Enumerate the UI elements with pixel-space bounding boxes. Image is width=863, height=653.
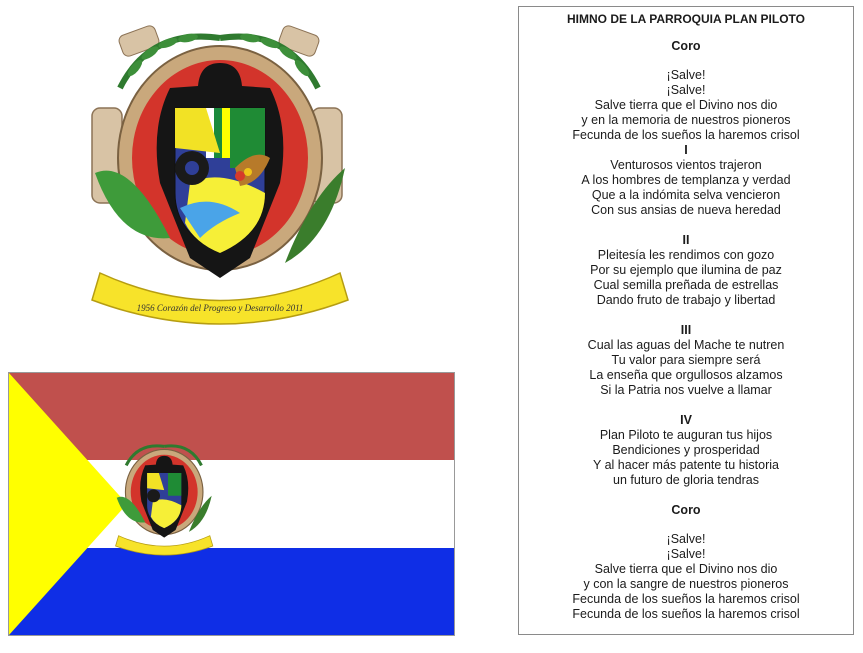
stanza-3 (519, 338, 853, 398)
stanza-4 (519, 428, 853, 488)
verse-line: Pleitesía les rendimos con gozo (597, 248, 775, 262)
parish-coat-of-arms (80, 8, 370, 328)
chorus-2 (519, 532, 853, 622)
verse-line: ¡Salve! (666, 532, 706, 546)
verse-line: ¡Salve! (666, 83, 706, 97)
parish-flag (8, 372, 455, 636)
verse-line: Por su ejemplo que ilumina de paz (590, 263, 782, 277)
verse-line: La enseña que orgullosos alzamos (589, 368, 783, 382)
stanza-1 (519, 158, 853, 218)
verse-line: A los hombres de templanza y verdad (581, 173, 791, 187)
stanza-label: III (680, 323, 692, 337)
verse-line: y con la sangre de nuestros pioneros (583, 577, 789, 591)
stanza-label: IV (680, 413, 692, 427)
crest-ribbon-text: 1956 Corazón del Progreso y Desarrollo 2011 (136, 303, 304, 313)
chorus-label: Coro (671, 503, 701, 517)
verse-line: un futuro de gloria tendras (613, 473, 759, 487)
chorus-label: Coro (671, 39, 701, 53)
coat-of-arms-emblem (80, 8, 370, 328)
hymn-title: HIMNO DE LA PARROQUIA PLAN PILOTO (566, 12, 805, 26)
verse-line: Venturosos vientos trajeron (610, 158, 762, 172)
verse-line: Fecunda de los sueños la haremos crisol (572, 592, 800, 606)
verse-line: ¡Salve! (666, 547, 706, 561)
flag-stripe-blue (9, 548, 454, 635)
stanza-label: II (682, 233, 690, 247)
verse-line: Salve tierra que el Divino nos dio (594, 562, 778, 576)
flag-graphic (9, 373, 454, 635)
verse-line: Si la Patria nos vuelve a llamar (600, 383, 772, 397)
verse-line: Bendiciones y prosperidad (612, 443, 760, 457)
verse-line: Salve tierra que el Divino nos dio (594, 98, 778, 112)
verse-line: Cual semilla preñada de estrellas (593, 278, 779, 292)
verse-line: Cual las aguas del Mache te nutren (587, 338, 785, 352)
verse-line: Que a la indómita selva vencieron (591, 188, 781, 202)
hymn-text-box (518, 6, 854, 635)
chorus-1 (519, 68, 853, 143)
verse-line: y en la memoria de nuestros pioneros (581, 113, 791, 127)
verse-line: Fecunda de los sueños la haremos crisol (572, 607, 800, 621)
verse-line: Tu valor para siempre será (611, 353, 761, 367)
verse-line: Y al hacer más patente tu historia (593, 458, 779, 472)
verse-line: Dando fruto de trabajo y libertad (596, 293, 776, 307)
verse-line: Plan Piloto te auguran tus hijos (599, 428, 773, 442)
stanza-label: I (684, 143, 688, 157)
verse-line: Fecunda de los sueños la haremos crisol (572, 128, 800, 142)
verse-line: Con sus ansias de nueva heredad (591, 203, 781, 217)
verse-line: ¡Salve! (666, 68, 706, 82)
stanza-2 (519, 248, 853, 308)
flag-stripe-red (9, 373, 454, 460)
